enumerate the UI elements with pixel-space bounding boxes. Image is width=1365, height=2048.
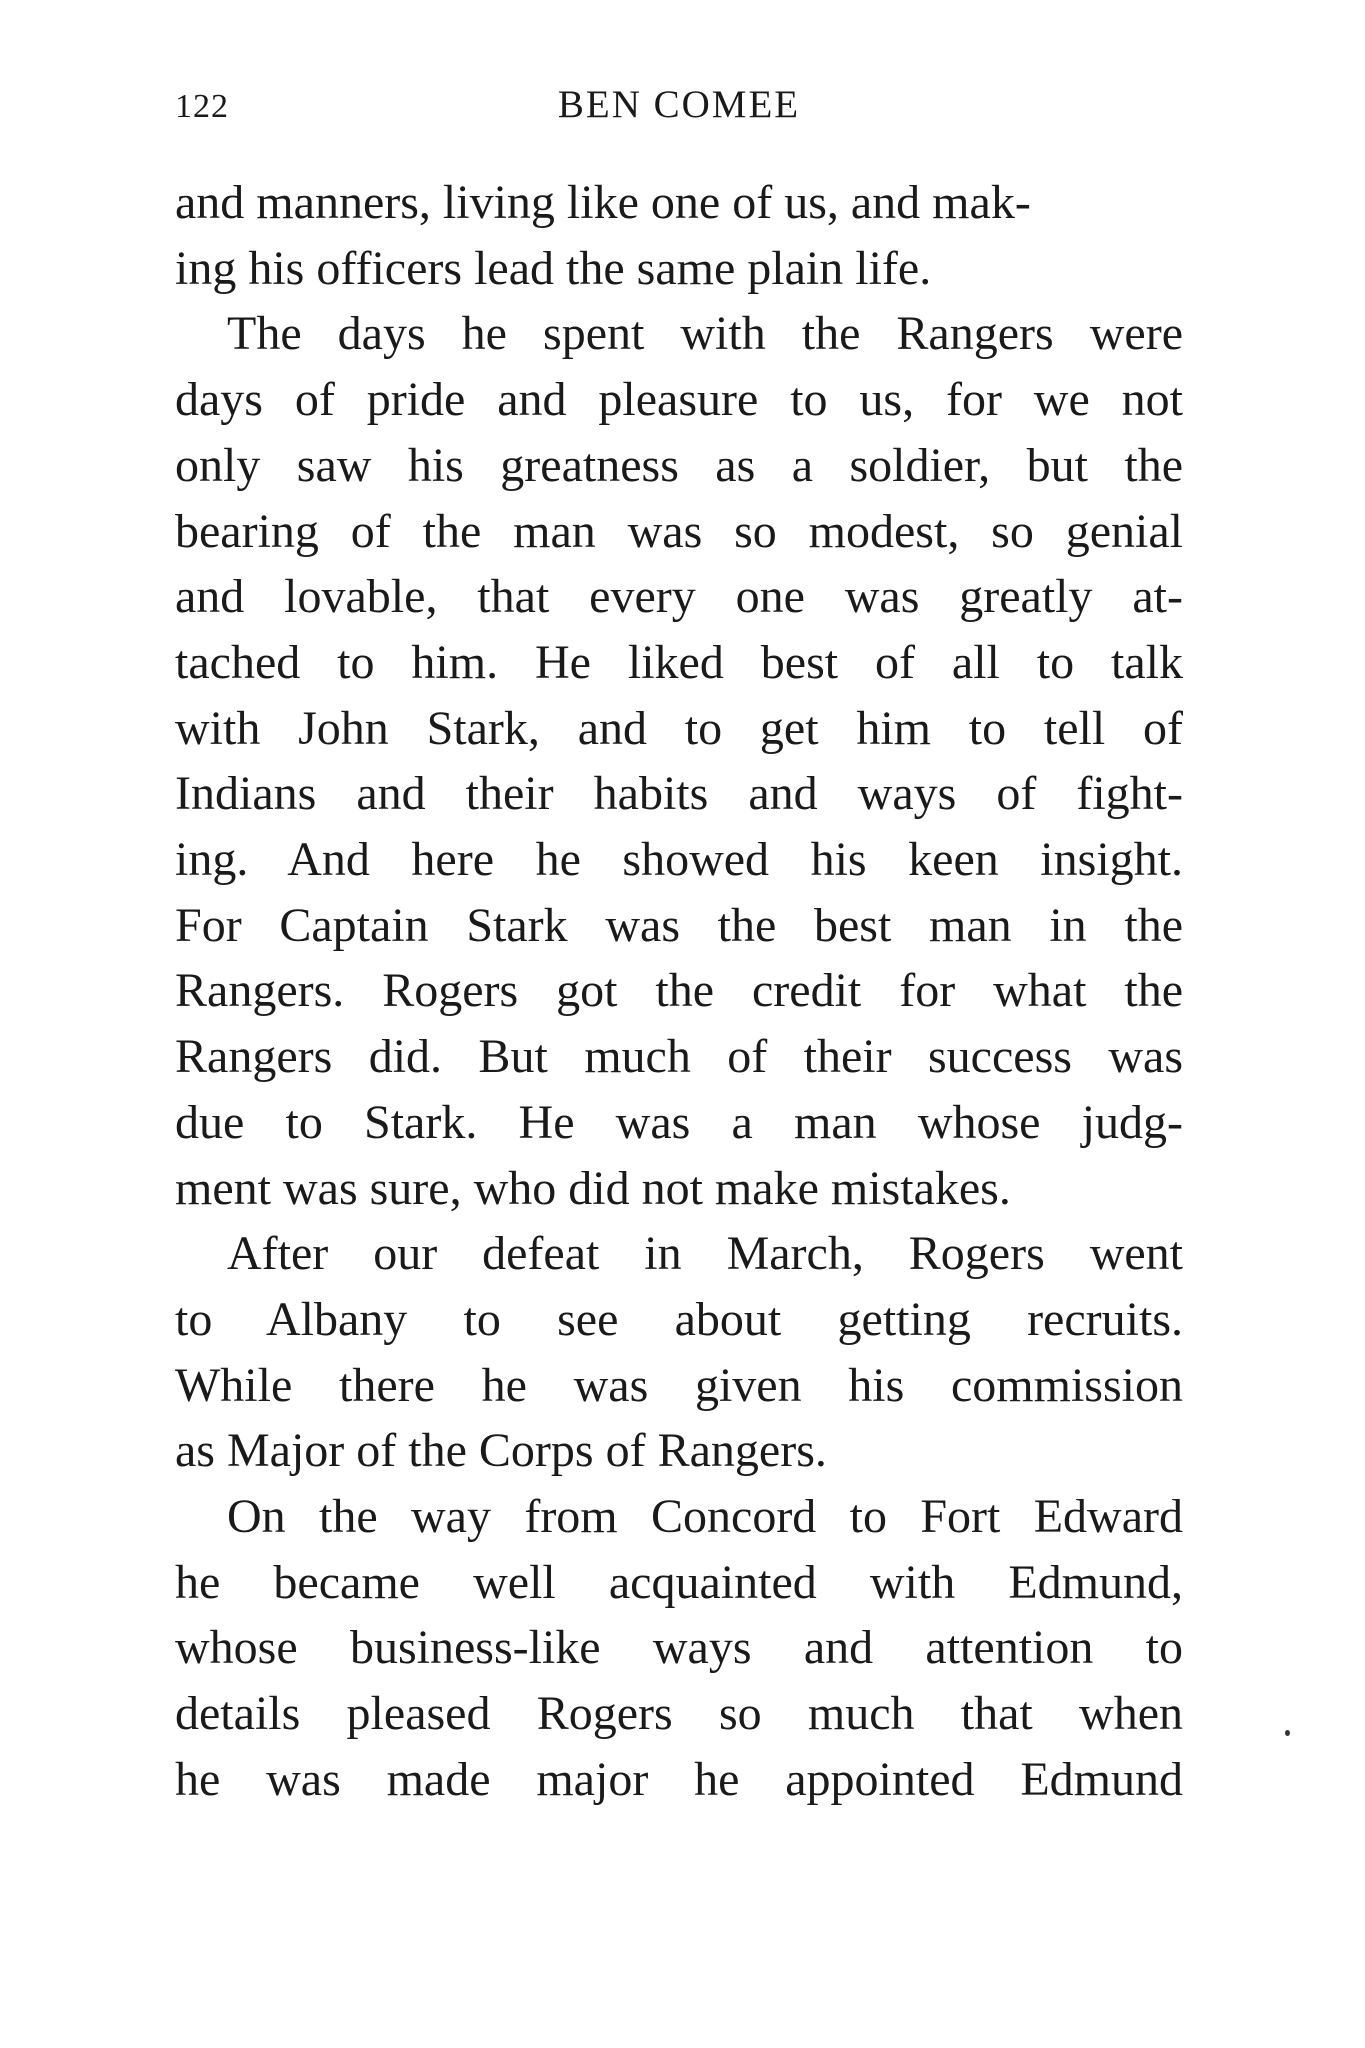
- text-line: Rangers did. But much of their success was: [175, 1030, 1183, 1084]
- text-line: ment was sure, who did not make mistakes.: [175, 1161, 1011, 1215]
- text-line: tached to him. He liked best of all to talk: [175, 635, 1183, 689]
- text-line: After our defeat in March, Rogers went: [227, 1227, 1183, 1281]
- text-line: and lovable, that every one was greatly at-: [175, 570, 1183, 624]
- body-text: [175, 170, 1183, 1813]
- text-line: and manners, living like one of us, and mak-: [175, 176, 1031, 229]
- text-line: he was made major he appointed Edmund: [175, 1752, 1183, 1806]
- text-line: whose business-like ways and attention to: [175, 1621, 1183, 1675]
- running-title: BEN COMEE: [557, 83, 801, 126]
- text-line: due to Stark. He was a man whose judg-: [175, 1095, 1183, 1149]
- text-line: to Albany to see about getting recruits.: [175, 1292, 1183, 1346]
- text-line: The days he spent with the Rangers were: [227, 307, 1183, 361]
- text-line: ing. And here he showed his keen insight.: [175, 833, 1183, 887]
- text-line: Rangers. Rogers got the credit for what the: [175, 964, 1183, 1018]
- text-line: as Major of the Corps of Rangers.: [175, 1424, 827, 1478]
- text-line: While there he was given his commission: [175, 1358, 1183, 1412]
- text-line: ing his officers lead the same plain life.: [175, 241, 932, 295]
- text-line: days of pride and pleasure to us, for we not: [175, 373, 1183, 427]
- paragraph: [175, 1484, 1183, 1813]
- text-line: he became well acquainted with Edmund,: [175, 1555, 1183, 1609]
- page-number: 122: [175, 88, 229, 125]
- text-line: bearing of the man was so modest, so genial: [175, 504, 1183, 558]
- paragraph: [175, 1221, 1183, 1484]
- paragraph: [175, 301, 1183, 1221]
- paragraph: [175, 170, 1183, 301]
- text-line: with John Stark, and to get him to tell of: [175, 701, 1183, 755]
- print-speck: [1285, 1730, 1290, 1736]
- text-line: details pleased Rogers so much that when: [175, 1687, 1183, 1741]
- text-line: only saw his greatness as a soldier, but the: [175, 438, 1183, 492]
- text-line: On the way from Concord to Fort Edward: [227, 1490, 1183, 1544]
- running-head: [175, 82, 1183, 132]
- text-line: Indians and their habits and ways of fight-: [175, 767, 1183, 821]
- text-line: For Captain Stark was the best man in the: [175, 898, 1183, 952]
